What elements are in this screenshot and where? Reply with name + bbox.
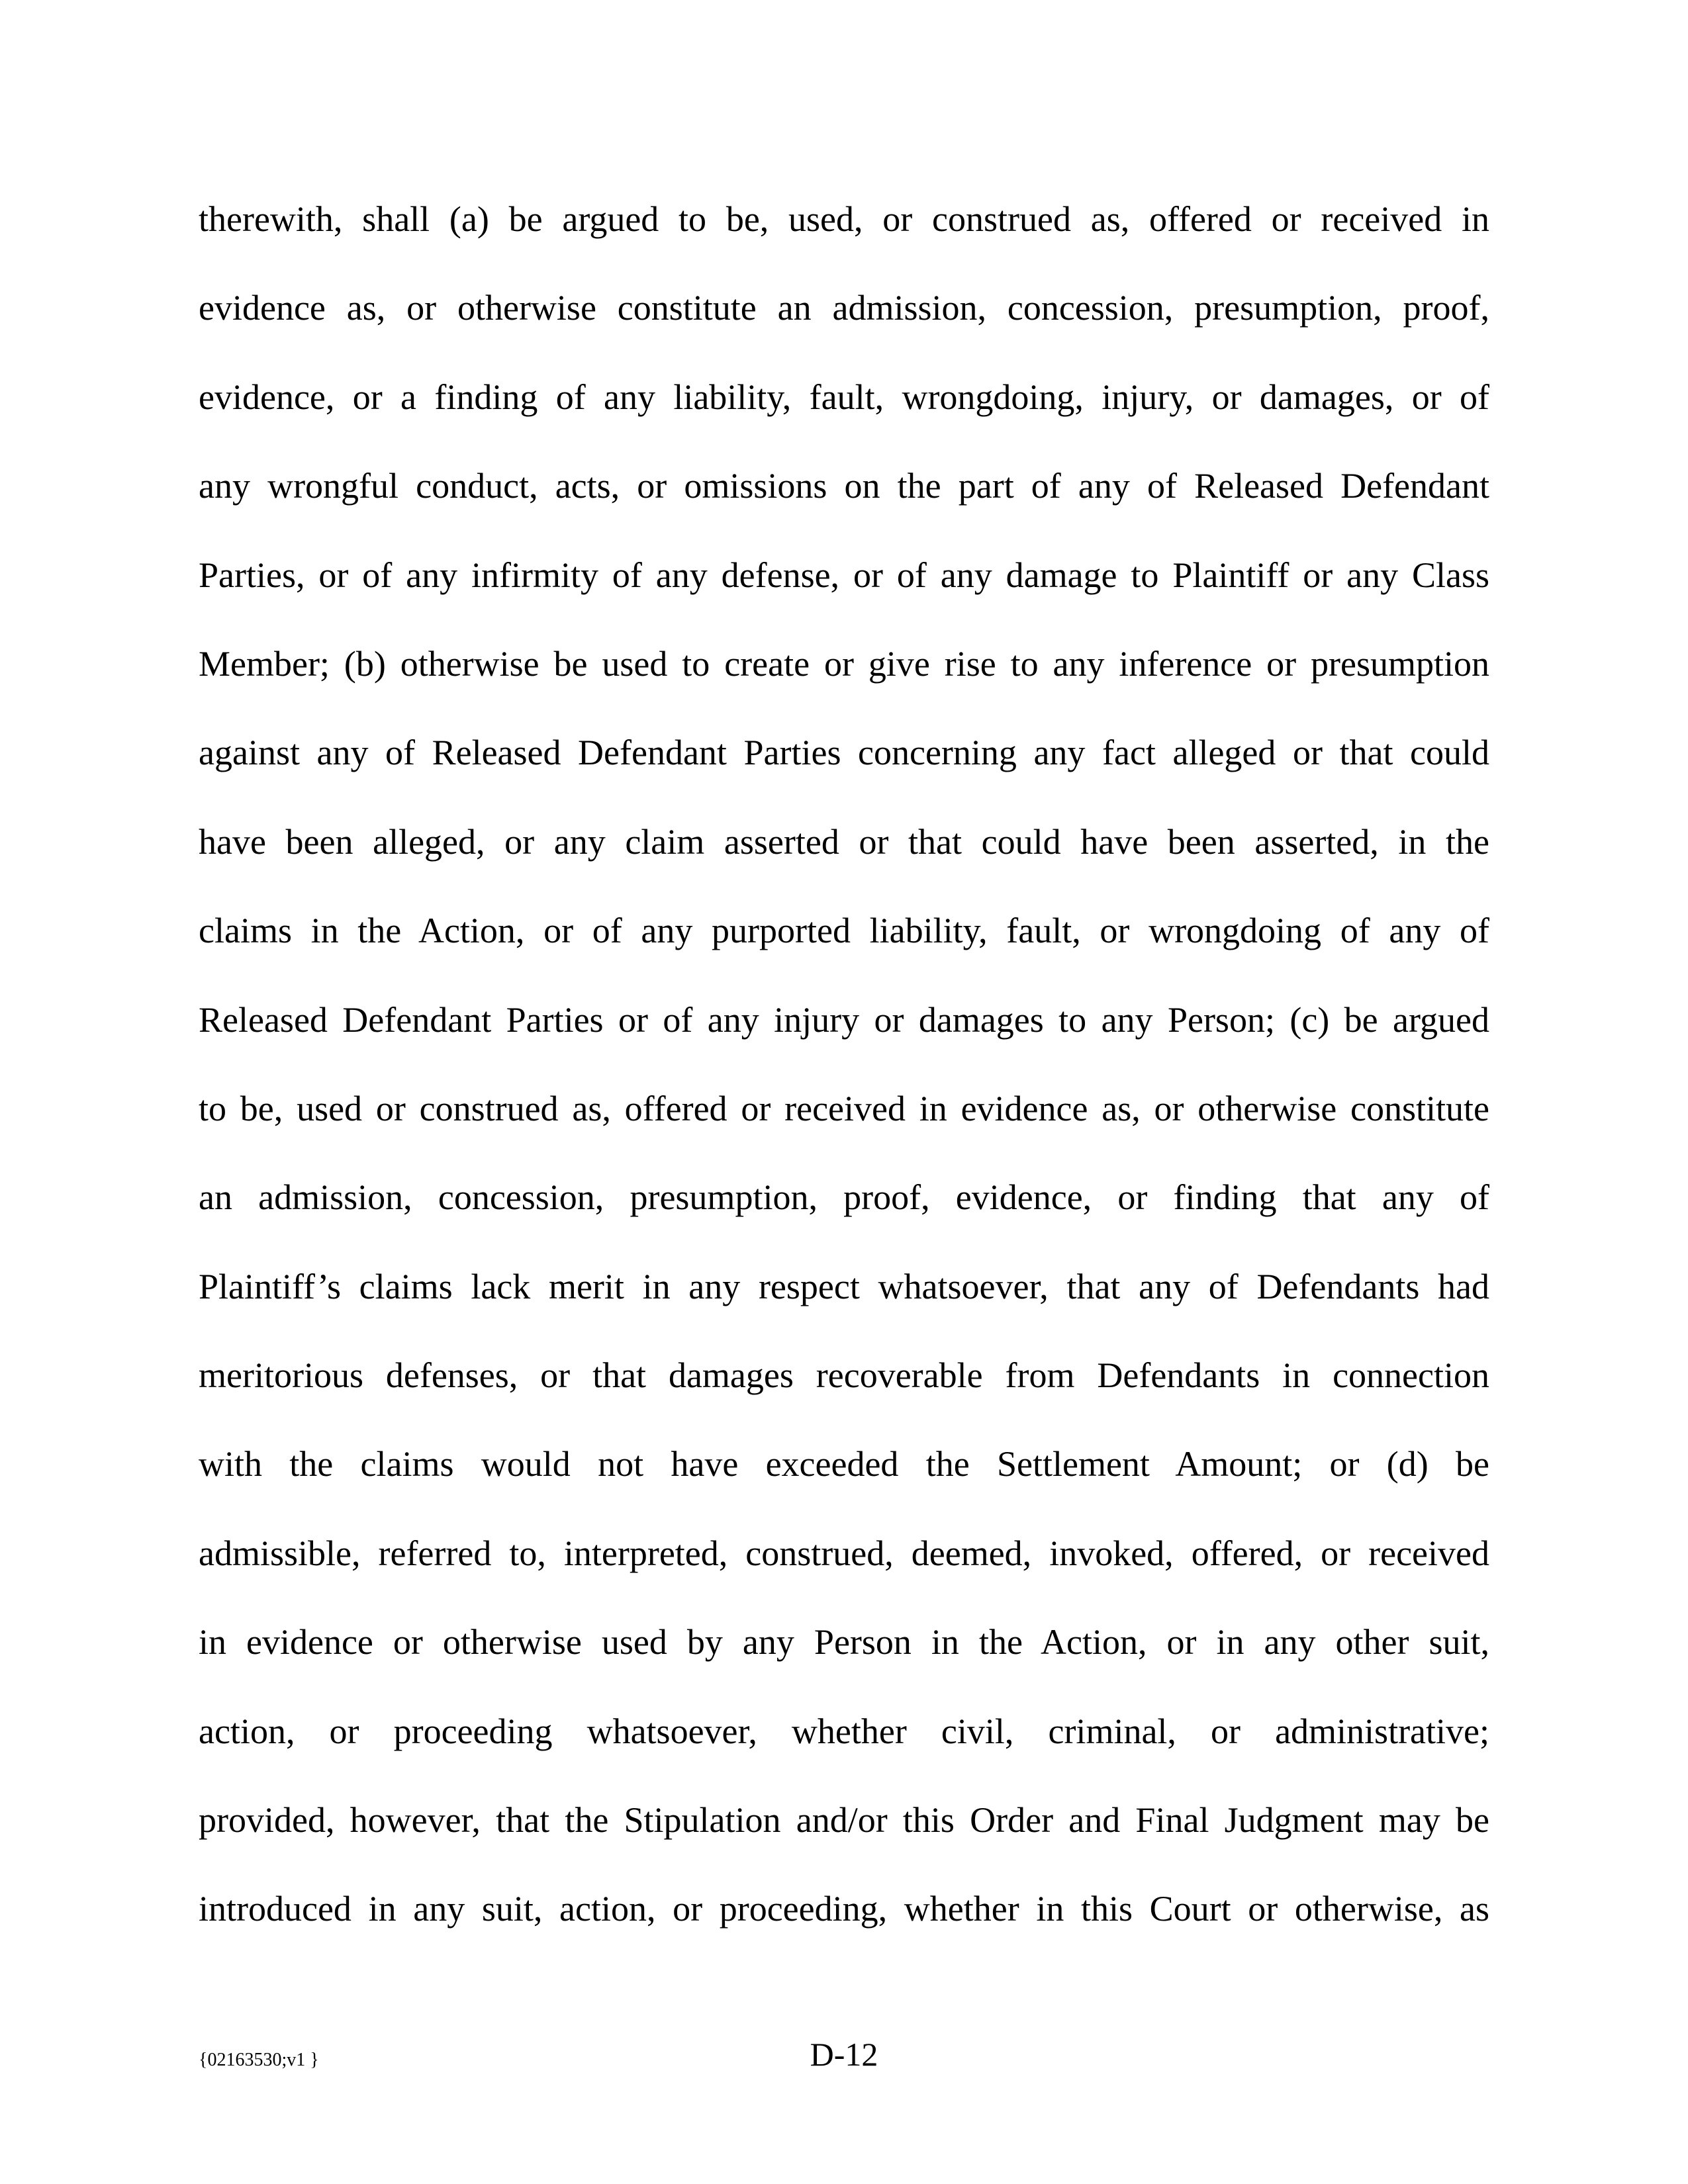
text-line: any wrongful conduct, acts, or omissions on the part of any of Released Defendant	[199, 466, 1489, 506]
text-line: therewith, shall (a) be argued to be, used, or construed as, offered or received in	[199, 199, 1489, 239]
text-line: Released Defendant Parties or of any injury or damages to any Person; (c) be argued	[199, 999, 1489, 1040]
document-id: {02163530;v1 }	[199, 2050, 319, 2070]
text-line: admissible, referred to, interpreted, construed, deemed, invoked, offered, or received	[199, 1533, 1489, 1573]
text-line: to be, used or construed as, offered or received in evidence as, or otherwise constitute	[199, 1088, 1489, 1128]
page-number: D-12	[810, 2036, 878, 2073]
text-line: action, or proceeding whatsoever, whether civil, criminal, or administrative;	[199, 1711, 1489, 1751]
text-line: introduced in any suit, action, or proceeding, whether in this Court or otherwise, as	[199, 1889, 1489, 1929]
text-line: against any of Released Defendant Parties concerning any fact alleged or that could	[199, 733, 1489, 773]
body-text	[199, 196, 1489, 1975]
text-line: an admission, concession, presumption, proof, evidence, or finding that any of	[199, 1177, 1489, 1218]
text-line: evidence, or a finding of any liability, fault, wrongdoing, injury, or damages, or of	[199, 377, 1489, 417]
text-line: claims in the Action, or of any purported liability, fault, or wrongdoing of any of	[199, 911, 1489, 951]
text-line: meritorious defenses, or that damages recoverable from Defendants in connection	[199, 1355, 1489, 1396]
text-line: evidence as, or otherwise constitute an admission, concession, presumption, proof,	[199, 288, 1489, 328]
text-line: have been alleged, or any claim asserted or that could have been asserted, in the	[199, 821, 1489, 862]
text-line: Parties, or of any infirmity of any defense, or of any damage to Plaintiff or any Class	[199, 555, 1489, 595]
text-line: in evidence or otherwise used by any Person in the Action, or in any other suit,	[199, 1622, 1489, 1662]
text-line: provided, however, that the Stipulation and/or this Order and Final Judgment may be	[199, 1800, 1489, 1841]
text-line: Plaintiff’s claims lack merit in any respect whatsoever, that any of Defendants had	[199, 1266, 1489, 1306]
text-line: Member; (b) otherwise be used to create or give rise to any inference or presumption	[199, 643, 1489, 684]
text-line: with the claims would not have exceeded the Settlement Amount; or (d) be	[199, 1444, 1489, 1484]
